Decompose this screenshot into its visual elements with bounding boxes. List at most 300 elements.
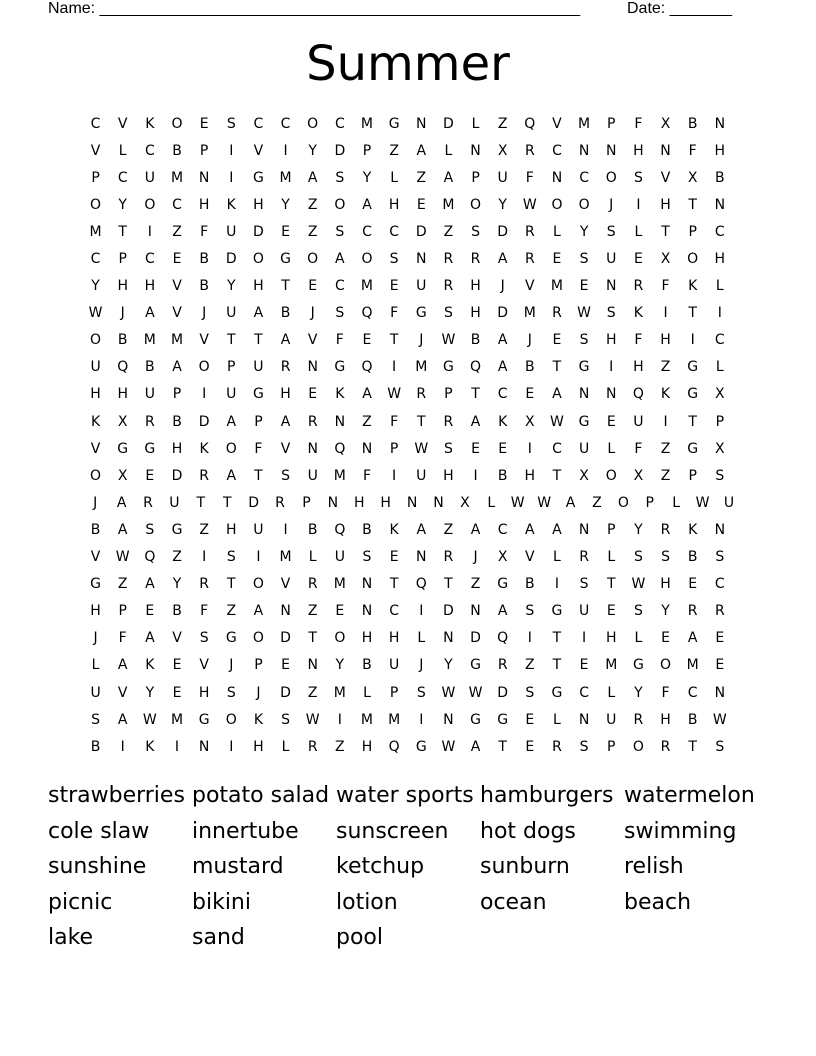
grid-letter: G — [687, 359, 699, 376]
grid-letter: A — [253, 305, 264, 322]
grid-letter: P — [199, 142, 209, 159]
word-bank-item: beach — [624, 889, 692, 915]
grid-letter: J — [500, 278, 505, 295]
grid-letter: Y — [91, 278, 100, 295]
grid-letter: E — [471, 440, 480, 457]
grid-letter: A — [497, 359, 508, 376]
grid-letter: K — [226, 196, 236, 213]
grid-letter: Y — [498, 196, 507, 213]
grid-letter: S — [389, 251, 399, 268]
grid-letter: T — [471, 386, 480, 403]
page-title: Summer — [306, 36, 510, 92]
grid-letter: W — [88, 305, 103, 322]
grid-letter: O — [307, 251, 319, 268]
grid-letter: N — [443, 711, 454, 728]
grid-letter: C — [117, 169, 128, 186]
grid-letter: O — [307, 115, 319, 132]
grid-letter: N — [606, 142, 617, 159]
grid-letter: N — [198, 169, 210, 186]
grid-letter: M — [360, 115, 374, 132]
grid-letter: G — [415, 305, 427, 322]
grid-letter: C — [389, 603, 399, 620]
grid-letter: U — [497, 169, 508, 186]
grid-letter: L — [553, 549, 561, 566]
grid-letter: J — [419, 657, 424, 674]
grid-letter: S — [579, 738, 589, 755]
word-bank-item: bikini — [192, 889, 251, 915]
grid-letter: H — [361, 630, 373, 647]
grid-letter: H — [253, 196, 264, 213]
grid-letter: Z — [307, 223, 318, 240]
grid-letter: H — [633, 142, 644, 159]
grid-letter: Q — [470, 359, 482, 376]
grid-letter: X — [715, 386, 725, 403]
grid-row — [82, 381, 742, 408]
grid-letter: R — [307, 738, 318, 755]
grid-letter: D — [280, 684, 291, 701]
grid-letter: A — [145, 630, 155, 647]
grid-letter: W — [414, 440, 429, 457]
grid-letter: X — [660, 251, 671, 268]
grid-letter: Z — [497, 115, 508, 132]
grid-letter: N — [307, 657, 318, 674]
grid-letter: M — [333, 576, 346, 593]
grid-letter: V — [253, 142, 264, 159]
grid-letter: U — [416, 467, 427, 484]
grid-letter: O — [90, 196, 102, 213]
grid-row — [82, 516, 742, 543]
grid-letter: M — [388, 711, 401, 728]
grid-letter: L — [487, 494, 496, 511]
grid-letter: H — [633, 359, 644, 376]
grid-letter: S — [715, 738, 725, 755]
grid-letter: Y — [634, 521, 643, 538]
grid-letter: V — [525, 278, 535, 295]
grid-letter: Z — [470, 576, 481, 593]
grid-letter: T — [254, 467, 263, 484]
grid-letter: V — [307, 332, 318, 349]
grid-letter: G — [415, 738, 427, 755]
grid-letter: U — [307, 467, 318, 484]
grid-letter: N — [714, 684, 726, 701]
word-bank-item: potato salad — [192, 783, 330, 808]
grid-letter: K — [253, 711, 263, 728]
grid-letter: N — [307, 359, 318, 376]
grid-letter: Q — [334, 521, 346, 538]
grid-letter: V — [552, 115, 562, 132]
grid-letter: O — [252, 251, 264, 268]
grid-letter: H — [605, 630, 617, 647]
grid-letter: S — [199, 630, 209, 647]
grid-letter: O — [225, 440, 237, 457]
grid-letter: A — [470, 738, 481, 755]
grid-letter: D — [225, 251, 237, 268]
grid-letter: D — [198, 413, 210, 430]
grid-letter: Z — [660, 359, 671, 376]
grid-letter: R — [524, 223, 535, 240]
grid-letter: Q — [497, 630, 509, 647]
grid-letter: S — [579, 251, 589, 268]
grid-letter: S — [226, 684, 236, 701]
grid-letter: U — [226, 223, 237, 240]
grid-letter: U — [606, 711, 617, 728]
grid-letter: O — [617, 494, 629, 511]
grid-letter: K — [633, 305, 643, 322]
grid-letter: N — [578, 711, 590, 728]
grid-letter: G — [252, 386, 264, 403]
grid-letter: I — [283, 521, 288, 538]
grid-letter: I — [256, 549, 261, 566]
grid-row — [82, 327, 742, 354]
grid-letter: Z — [172, 549, 182, 566]
grid-letter: T — [281, 278, 290, 295]
grid-letter: X — [117, 413, 128, 430]
grid-letter: L — [308, 549, 317, 566]
grid-letter: I — [690, 332, 695, 349]
grid-letter: Z — [117, 576, 128, 593]
grid-letter: T — [498, 738, 507, 755]
grid-letter: B — [525, 359, 535, 376]
grid-letter: U — [606, 251, 617, 268]
grid-letter: Y — [172, 576, 182, 593]
grid-letter: F — [390, 413, 399, 430]
grid-letter: A — [552, 521, 562, 538]
grid-letter: S — [579, 576, 589, 593]
grid-letter: A — [497, 332, 508, 349]
grid-letter: V — [525, 549, 535, 566]
grid-letter: H — [660, 576, 671, 593]
grid-letter: R — [524, 251, 535, 268]
grid-letter: R — [307, 413, 318, 430]
grid-letter: P — [118, 251, 127, 268]
grid-letter: N — [470, 142, 481, 159]
grid-letter: I — [419, 711, 424, 728]
grid-letter: O — [225, 711, 237, 728]
grid-letter: N — [416, 251, 427, 268]
grid-letter: B — [172, 413, 182, 430]
grid-letter: H — [253, 738, 264, 755]
grid-letter: G — [144, 440, 156, 457]
grid-letter: C — [714, 223, 725, 240]
word-bank-item: innertube — [192, 818, 299, 844]
grid-letter: S — [525, 684, 535, 701]
grid-letter: N — [334, 413, 346, 430]
word-bank-item: mustard — [192, 854, 284, 879]
grid-row — [82, 489, 742, 516]
grid-letter: I — [609, 359, 614, 376]
word-bank-item: swimming — [624, 818, 737, 844]
grid-letter: U — [578, 440, 590, 457]
grid-letter: L — [553, 711, 561, 728]
grid-letter: D — [415, 223, 427, 240]
grid-letter: N — [327, 494, 339, 511]
grid-letter: N — [660, 142, 671, 159]
grid-letter: B — [280, 305, 291, 322]
grid-letter: Q — [361, 359, 373, 376]
grid-letter: R — [280, 359, 291, 376]
grid-letter: A — [443, 169, 454, 186]
grid-letter: C — [579, 684, 589, 701]
grid-letter: Y — [281, 196, 290, 213]
grid-letter: D — [334, 142, 346, 159]
grid-letter: C — [714, 576, 725, 593]
grid-letter: A — [362, 386, 372, 403]
grid-letter: Q — [117, 359, 129, 376]
grid-letter: I — [717, 305, 722, 322]
grid-letter: B — [145, 359, 155, 376]
grid-letter: L — [715, 359, 724, 376]
grid-letter: A — [226, 413, 237, 430]
grid-letter: F — [661, 278, 670, 295]
grid-row — [82, 598, 742, 625]
grid-letter: G — [442, 359, 454, 376]
grid-letter: A — [145, 576, 155, 593]
grid-letter: B — [90, 521, 101, 538]
grid-letter: S — [661, 549, 670, 566]
grid-letter: V — [280, 440, 291, 457]
grid-letter: P — [302, 494, 311, 511]
grid-letter: B — [687, 711, 698, 728]
grid-letter: Y — [335, 657, 345, 674]
grid-letter: G — [578, 359, 590, 376]
grid-letter: G — [497, 711, 509, 728]
grid-letter: L — [607, 549, 616, 566]
grid-letter: C — [334, 115, 345, 132]
grid-letter: Q — [144, 549, 156, 566]
grid-letter: H — [660, 711, 671, 728]
grid-letter: Z — [443, 521, 454, 538]
grid-letter: N — [578, 521, 590, 538]
word-bank-item: cole slaw — [48, 818, 150, 844]
grid-letter: O — [687, 251, 699, 268]
grid-letter: H — [388, 630, 400, 647]
grid-letter: V — [172, 630, 182, 647]
grid-letter: B — [362, 521, 372, 538]
grid-letter: H — [443, 467, 454, 484]
grid-letter: J — [419, 332, 424, 349]
grid-letter: E — [688, 576, 698, 593]
grid-letter: U — [144, 169, 155, 186]
grid-letter: W — [441, 684, 456, 701]
grid-letter: F — [634, 332, 643, 349]
grid-letter: T — [688, 196, 697, 213]
grid-letter: R — [579, 549, 589, 566]
grid-letter: W — [522, 196, 537, 213]
grid-letter: Z — [172, 223, 182, 240]
grid-letter: I — [337, 711, 342, 728]
grid-letter: Y — [579, 223, 589, 240]
grid-letter: G — [470, 657, 481, 674]
grid-letter: P — [389, 440, 399, 457]
grid-row — [82, 625, 742, 652]
grid-letter: S — [281, 711, 290, 728]
grid-row — [82, 679, 742, 706]
grid-letter: H — [361, 738, 373, 755]
grid-letter: W — [550, 413, 564, 430]
grid-letter: O — [90, 467, 102, 484]
grid-letter: W — [115, 549, 130, 566]
grid-letter: P — [607, 115, 616, 132]
grid-letter: R — [443, 251, 454, 268]
grid-letter: A — [362, 196, 372, 213]
grid-letter: T — [118, 223, 127, 240]
grid-row — [82, 571, 742, 598]
grid-letter: C — [253, 115, 264, 132]
grid-letter: P — [645, 494, 654, 511]
grid-letter: R — [552, 305, 562, 322]
word-bank — [48, 778, 788, 956]
word-bank-item: ketchup — [336, 854, 425, 879]
grid-letter: H — [714, 251, 726, 268]
grid-letter: I — [147, 223, 152, 240]
grid-letter: D — [443, 115, 454, 132]
grid-letter: I — [554, 576, 560, 593]
grid-letter: O — [361, 251, 373, 268]
grid-letter: P — [688, 467, 697, 484]
grid-letter: L — [444, 142, 453, 159]
grid-letter: L — [118, 142, 127, 159]
grid-letter: A — [172, 359, 182, 376]
grid-letter: P — [688, 223, 697, 240]
grid-letter: W — [441, 738, 456, 755]
grid-letter: N — [361, 440, 373, 457]
grid-letter: N — [714, 521, 726, 538]
grid-letter: A — [116, 494, 127, 511]
grid-letter: H — [117, 278, 128, 295]
grid-letter: W — [577, 305, 592, 322]
grid-letter: A — [565, 494, 576, 511]
grid-letter: G — [252, 169, 264, 186]
grid-letter: L — [471, 115, 480, 132]
grid-letter: U — [226, 386, 237, 403]
grid-letter: S — [226, 115, 236, 132]
grid-letter: C — [144, 251, 155, 268]
grid-letter: R — [443, 549, 454, 566]
grid-letter: T — [222, 494, 232, 511]
grid-letter: R — [552, 738, 562, 755]
grid-letter: A — [416, 142, 427, 159]
grid-letter: Z — [416, 169, 427, 186]
grid-letter: N — [551, 169, 563, 186]
grid-letter: C — [389, 223, 399, 240]
grid-letter: R — [416, 386, 427, 403]
grid-letter: G — [578, 413, 590, 430]
grid-letter: T — [552, 359, 562, 376]
grid-letter: X — [715, 440, 725, 457]
grid-letter: I — [229, 169, 234, 186]
grid-letter: M — [442, 196, 455, 213]
word-bank-item: water sports — [336, 783, 474, 808]
grid-letter: L — [91, 657, 100, 674]
grid-letter: P — [715, 413, 725, 430]
grid-letter: T — [688, 738, 697, 755]
grid-letter: E — [525, 386, 535, 403]
grid-letter: E — [661, 630, 670, 647]
grid-letter: S — [335, 223, 345, 240]
grid-letter: B — [687, 115, 698, 132]
grid-letter: V — [199, 332, 209, 349]
word-bank-item: lotion — [336, 889, 398, 915]
grid-letter: S — [633, 549, 643, 566]
grid-letter: J — [202, 305, 207, 322]
grid-letter: A — [497, 603, 508, 620]
grid-letter: I — [582, 630, 587, 647]
grid-letter: G — [388, 115, 400, 132]
grid-letter: G — [470, 711, 481, 728]
grid-letter: E — [308, 386, 318, 403]
grid-letter: O — [660, 657, 672, 674]
grid-letter: G — [198, 711, 210, 728]
grid-letter: R — [470, 251, 481, 268]
grid-letter: F — [688, 142, 697, 159]
grid-letter: N — [606, 278, 617, 295]
grid-letter: N — [606, 386, 617, 403]
grid-letter: I — [419, 603, 424, 620]
grid-letter: O — [198, 359, 210, 376]
grid-letter: Y — [362, 169, 372, 186]
grid-letter: G — [225, 630, 237, 647]
grid-letter: Z — [199, 521, 209, 538]
grid-row — [82, 408, 742, 435]
grid-letter: L — [634, 630, 643, 647]
grid-letter: V — [117, 684, 128, 701]
grid-letter: C — [334, 278, 345, 295]
grid-letter: S — [335, 305, 345, 322]
grid-letter: S — [443, 440, 453, 457]
grid-letter: M — [605, 657, 618, 674]
grid-letter: D — [280, 630, 291, 647]
grid-letter: A — [280, 413, 291, 430]
grid-letter: E — [145, 603, 155, 620]
grid-row — [82, 706, 742, 733]
grid-letter: T — [606, 576, 616, 593]
grid-letter: T — [254, 332, 263, 349]
grid-letter: H — [90, 603, 101, 620]
grid-letter: B — [199, 251, 209, 268]
grid-letter: L — [553, 223, 561, 240]
grid-letter: U — [578, 603, 590, 620]
grid-letter: G — [497, 576, 509, 593]
grid-letter: P — [254, 413, 263, 430]
grid-letter: W — [537, 494, 552, 511]
grid-row — [82, 110, 742, 137]
grid-letter: O — [551, 196, 563, 213]
grid-letter: G — [334, 359, 346, 376]
grid-letter: N — [578, 386, 590, 403]
grid-letter: K — [145, 657, 155, 674]
grid-row — [82, 164, 742, 191]
grid-letter: E — [145, 467, 155, 484]
grid-letter: T — [308, 630, 317, 647]
grid-letter: F — [525, 169, 534, 186]
grid-letter: J — [229, 657, 234, 674]
grid-letter: C — [497, 521, 508, 538]
grid-letter: S — [91, 711, 101, 728]
grid-letter: I — [202, 549, 207, 566]
grid-letter: M — [143, 332, 156, 349]
grid-letter: N — [714, 115, 726, 132]
grid-letter: M — [550, 278, 563, 295]
grid-letter: E — [606, 413, 616, 430]
grid-letter: J — [609, 196, 614, 213]
grid-letter: M — [170, 332, 184, 349]
grid-letter: Z — [660, 440, 671, 457]
word-bank-item: sunshine — [48, 854, 147, 879]
grid-letter: I — [527, 630, 532, 647]
grid-letter: U — [388, 657, 400, 674]
grid-letter: H — [198, 684, 210, 701]
grid-letter: W — [441, 332, 456, 349]
